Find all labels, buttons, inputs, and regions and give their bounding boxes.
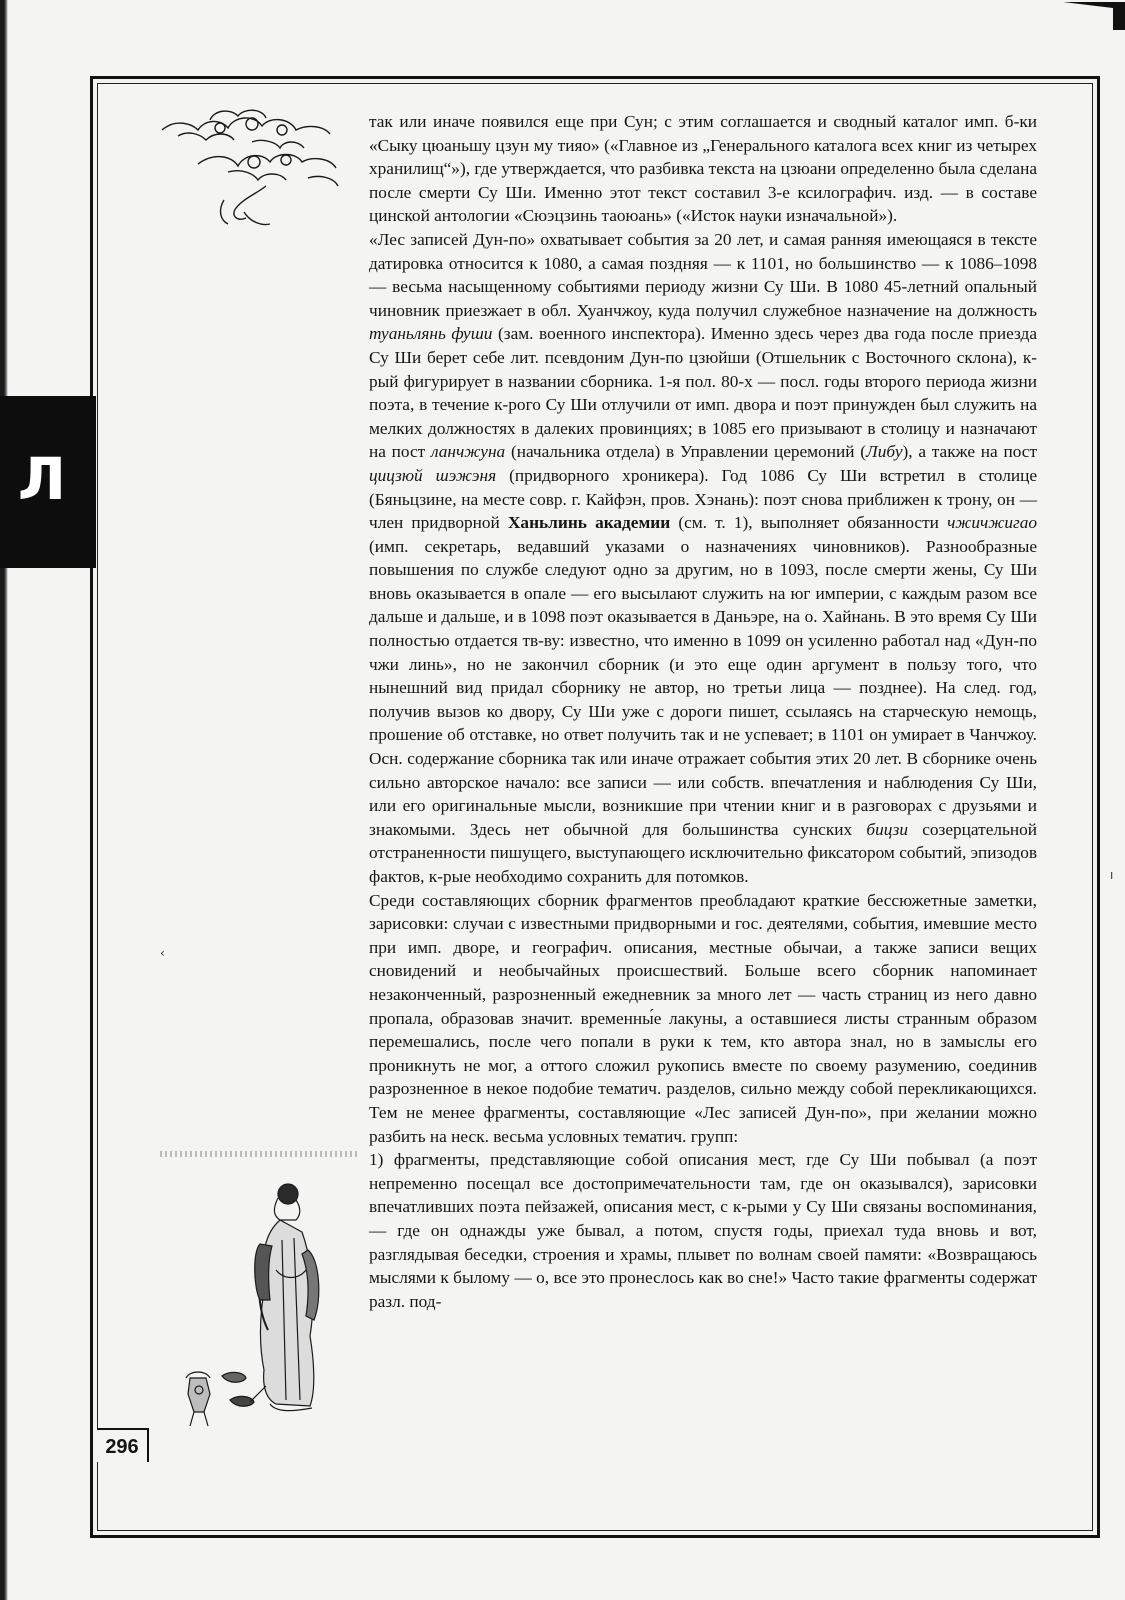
text-run: созерцательной отстраненности пишущего, выступающего исключительно фиксатором событий, эпизодов фактов, к-рые необходимо сохранить для потомков. — [369, 819, 1038, 886]
cloud-ornament-icon — [158, 108, 358, 248]
italic-term: Либу — [866, 442, 903, 462]
text-run: (придворного хроникера). Год 1086 Су Ши встретил в столице (Бяньцзине, на месте совр. г. Кайфэн, пров. Хэнань): поэт снова приближен к трону, он — член придворной — [369, 465, 1037, 533]
chapter-letter: Л — [17, 445, 67, 513]
margin-mark: ‹ — [160, 946, 165, 960]
italic-term: ланчжуна — [431, 442, 506, 462]
bold-term: Ханьлинь академии — [507, 513, 671, 533]
margin-mark: ı — [1110, 868, 1114, 882]
text-run: ), а также на пост — [902, 442, 1037, 462]
text-run: (см. т. 1), выполняет обязанности — [670, 513, 948, 533]
text-run: «Лес записей Дун-по» охватывает события за 20 лет, и самая ранняя имеющаяся в тексте датировка относится к 1080, а самая поздняя — к 1101, но большинство — к 1086–1098 — весьма насыщенному событиями периоду жизни Су Ши. В 1080 45-летний опальный чиновник приезжает в обл. Хуанчжоу, куда получил служебное назначение на должность — [369, 229, 1037, 320]
paragraph — [369, 228, 1037, 889]
scan-corner-mark — [1055, 0, 1125, 30]
italic-term: туаньлянь фуши — [369, 324, 493, 344]
paragraph — [369, 1148, 1037, 1313]
page-number: 296 — [97, 1428, 149, 1462]
text-run: (зам. военного инспектора). Именно здесь через два года после приезда Су Ши берет себе лит. псевдоним Дун-по цзюйши (Отшельник с Восточного склона), к-рый фигурирует в названии сборника. 1-я пол. 80-х — посл. годы второго периода жизни поэта, в течение к-рого Су Ши отлучили от имп. двора и поэт принужден был служить на мелких должностях в далеких провинциях; в 1085 его призывают в столицу и назначают на пост — [369, 324, 1037, 462]
scan-edge — [0, 0, 8, 1600]
text-run: 1) фрагменты, представляющие собой описания мест, где Су Ши побывал (а поэт непременно посещал все достопримечательности там, где он оказывался), зарисовки впечатливших поэта пейзажей, описания мест, с к-рыми у Су Ши связаны воспоминания, — где он однажды уже бывал, а потом, спустя годы, приехал туда вновь и вот, разглядывая беседки, строения и храмы, плывет по волнам своей памяти: «Возвращаюсь мыслями к былому — о, все это пронеслось как во сне!» Часто такие фрагменты содержат разл. под- — [369, 1150, 1037, 1311]
italic-term: чжичжигао — [947, 513, 1038, 533]
text-run: (имп. секретарь, ведавший указами о назначениях чиновников). Разнообразные повышения по службе следуют одно за другим, но в 1093, после смерти жены, Су Ши вновь оказывается в опале — его высылают служить на юг империи, с каждым разом все дальше и дальше, и в 1098 поэт оказывается в Даньэре, на о. Хайнань. В это время Су Ши полностью отдается тв-ву: известно, что именно в 1099 он усиленно работал над «Дун-по чжи линь», но не закончил сборник (и это еще один аргумент в пользу того, что нынешний вид придал сборнику не автор, но третьи лица — позднее). На след. год, получив вызов ко двору, Су Ши уже с дороги пишет, ссылаясь на старческую немощь, прошение об отставке, но ответ получить так и не успевает; в 1101 он умирает в Чанчжоу. Осн. содержание сборника так или иначе отражает события этих 20 лет. В сборнике очень сильно авторское начало: все записи — или собств. впечатления и наблюдения Су Ши, или его оригинальные мысли, возникшие при чтении книг и в разговорах с друзьями и знакомыми. Здесь нет обычной для большинства сунских — [369, 536, 1037, 839]
text-run: (начальника отдела) в Управлении церемоний ( — [505, 442, 867, 462]
italic-term: цицзюй шэжэня — [369, 465, 497, 485]
paragraph — [369, 110, 1037, 228]
italic-term: бицзи — [866, 819, 908, 839]
text-run: так или иначе появился еще при Сун; с этим соглашается и сводный каталог имп. б-ки «Сыку цюаньшу цзун му тияо» («Главное из „Генерального каталога всех книг из четырех хранилищ“»), где утверждается, что разбивка текста на цзюани определенно была сделана после смерти Су Ши. Именно этот текст составил 3-е ксилографич. изд. — в составе цинской антологии «Сюэцзинь таоюань» («Исток науки изначальной»). — [369, 112, 1037, 226]
text-run: Среди составляющих сборник фрагментов преобладают краткие бессюжетные заметки, зарисовки: случаи с известными придворными и гос. деятелями, события, имевшие место при имп. дворе, и географич. описания, местные обычаи, а также записи вещих сновидений и необычайных происшествий. Больше всего сборник напоминает незаконченный, разрозненный ежедневник за много лет — часть страниц из него давно пропала, образовав значит. временны́е лакуны, а оставшиеся листы странным образом перемешались, после чего попали в руки к тем, кто автора знал, но в замыслы его проникнуть не мог, а оттого сложил рукопись вместе по своему разумению, соединив разрозненное в некое подобие тематич. разделов, сильно между собой перекликающихся. Тем не менее фрагменты, составляющие «Лес записей Дун-по», при желании можно разбить на неск. весьма условных тематич. групп: — [369, 890, 1037, 1146]
paragraph — [369, 889, 1037, 1149]
chapter-index-tab — [0, 396, 96, 568]
scholar-figure-illustration — [160, 1150, 360, 1450]
article-body — [369, 110, 1037, 1313]
